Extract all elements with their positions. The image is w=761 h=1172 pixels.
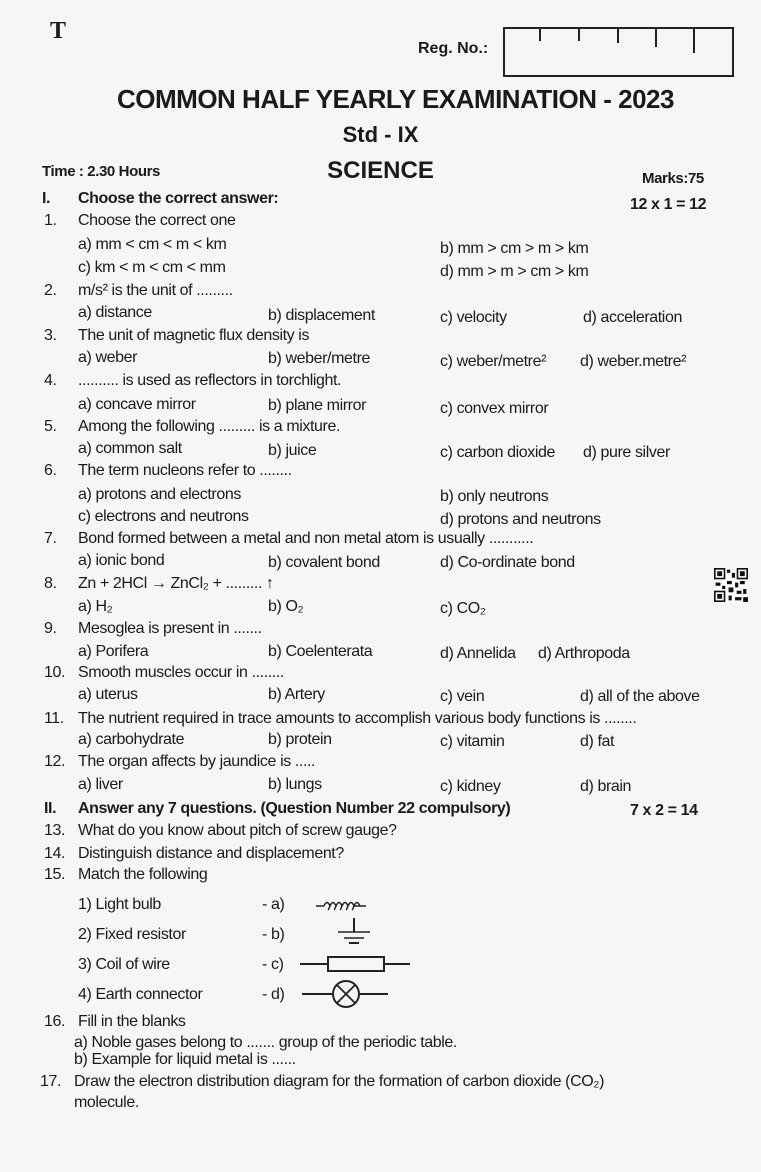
- option: c) electrons and neutrons: [78, 508, 249, 525]
- total-marks: Marks:75: [642, 170, 704, 187]
- option: c) velocity: [440, 309, 507, 326]
- reg-no-box[interactable]: [503, 27, 734, 77]
- option: d) Annelida: [440, 645, 516, 662]
- option: c) convex mirror: [440, 400, 549, 417]
- option: a) weber: [78, 349, 138, 366]
- option: b) Coelenterata: [268, 643, 373, 660]
- question-number: 4.: [44, 372, 57, 389]
- question-text: Zn + 2HCl → ZnCl₂ + ......... ↑: [78, 575, 274, 592]
- qr-code-icon: [714, 568, 748, 602]
- match-left-item: 4) Earth connector: [78, 986, 203, 1003]
- option: c) vitamin: [440, 733, 505, 750]
- question-text: Choose the correct one: [78, 212, 236, 229]
- option: b) only neutrons: [440, 488, 549, 505]
- subpart: a) Noble gases belong to ....... group of the periodic table.: [74, 1034, 457, 1051]
- option: b) juice: [268, 442, 317, 459]
- option: d) all of the above: [580, 688, 700, 705]
- question-number: 2.: [44, 282, 57, 299]
- question-number: 15.: [44, 866, 66, 883]
- section1-roman: I.: [42, 190, 51, 207]
- section2-scoring: 7 x 2 = 14: [630, 802, 698, 819]
- option: a) common salt: [78, 440, 182, 457]
- question-text: Fill in the blanks: [78, 1013, 186, 1030]
- option: d) fat: [580, 733, 615, 750]
- question-number: 13.: [44, 822, 66, 839]
- match-right-label: - d): [262, 986, 285, 1003]
- option: b) plane mirror: [268, 397, 367, 414]
- question-text: What do you know about pitch of screw gauge?: [78, 822, 397, 839]
- option: b) displacement: [268, 307, 375, 324]
- question-number: 8.: [44, 575, 57, 592]
- match-left-item: 2) Fixed resistor: [78, 926, 186, 943]
- resistor-symbol-icon: [300, 954, 410, 974]
- option: b) O₂: [268, 598, 304, 615]
- option: d) Co-ordinate bond: [440, 554, 575, 571]
- question-text-continued: molecule.: [74, 1094, 139, 1111]
- question-text: Mesoglea is present in .......: [78, 620, 262, 637]
- question-number: 16.: [44, 1013, 66, 1030]
- option: b) mm > cm > m > km: [440, 240, 589, 257]
- match-right-label: - b): [262, 926, 285, 943]
- option: a) uterus: [78, 686, 138, 703]
- option: c) km < m < cm < mm: [78, 259, 226, 276]
- option: b) lungs: [268, 776, 322, 793]
- option: a) Porifera: [78, 643, 149, 660]
- option: a) concave mirror: [78, 396, 196, 413]
- question-number: 5.: [44, 418, 57, 435]
- question-text: Among the following ......... is a mixture.: [78, 418, 341, 435]
- option: b) covalent bond: [268, 554, 380, 571]
- option: d) pure silver: [583, 444, 670, 461]
- question-number: 11.: [44, 710, 64, 727]
- option: d) Arthropoda: [538, 645, 630, 662]
- option: a) protons and electrons: [78, 486, 241, 503]
- option: b) Artery: [268, 686, 325, 703]
- option: d) mm > m > cm > km: [440, 263, 589, 280]
- question-text: Draw the electron distribution diagram for the formation of carbon dioxide (CO₂): [74, 1073, 605, 1090]
- match-left-item: 1) Light bulb: [78, 896, 161, 913]
- subject: SCIENCE: [327, 157, 434, 184]
- option: c) carbon dioxide: [440, 444, 556, 461]
- option: c) kidney: [440, 778, 501, 795]
- question-number: 3.: [44, 327, 57, 344]
- question-number: 10.: [44, 664, 66, 681]
- reg-no-label: Reg. No.:: [418, 40, 489, 57]
- option: d) weber.metre²: [580, 353, 687, 370]
- earth-symbol-icon: [334, 918, 374, 948]
- corner-mark: T: [50, 18, 67, 44]
- option: a) distance: [78, 304, 152, 321]
- section1-heading: Choose the correct answer:: [78, 190, 279, 207]
- option: a) carbohydrate: [78, 731, 185, 748]
- section2-heading: Answer any 7 questions. (Question Number 22 compulsory): [78, 800, 511, 817]
- lamp-symbol-icon: [302, 978, 392, 1010]
- question-number: 1.: [44, 212, 57, 229]
- option: b) protein: [268, 731, 332, 748]
- option: d) protons and neutrons: [440, 511, 601, 528]
- match-right-label: - a): [262, 896, 285, 913]
- section1-scoring: 12 x 1 = 12: [630, 196, 707, 213]
- question-number: 14.: [44, 845, 66, 862]
- question-number: 7.: [44, 530, 57, 547]
- match-right-label: - c): [262, 956, 284, 973]
- question-text: The term nucleons refer to ........: [78, 462, 292, 479]
- question-text: m/s² is the unit of .........: [78, 282, 233, 299]
- question-number: 6.: [44, 462, 57, 479]
- option: c) CO₂: [440, 600, 486, 617]
- option: c) weber/metre²: [440, 353, 547, 370]
- question-number: 12.: [44, 753, 66, 770]
- question-number: 17.: [40, 1073, 62, 1090]
- question-text: Match the following: [78, 866, 208, 883]
- question-number: 9.: [44, 620, 57, 637]
- option: a) liver: [78, 776, 123, 793]
- time-label: Time : 2.30 Hours: [42, 163, 160, 180]
- question-text: The unit of magnetic flux density is: [78, 327, 310, 344]
- question-text: Bond formed between a metal and non metal atom is usually ...........: [78, 530, 534, 547]
- exam-title: COMMON HALF YEARLY EXAMINATION - 2023: [117, 84, 674, 114]
- subpart: b) Example for liquid metal is ......: [74, 1051, 296, 1068]
- question-text: Distinguish distance and displacement?: [78, 845, 344, 862]
- option: d) acceleration: [583, 309, 682, 326]
- question-text: The organ affects by jaundice is .....: [78, 753, 316, 770]
- option: c) vein: [440, 688, 485, 705]
- option: b) weber/metre: [268, 350, 370, 367]
- question-text: The nutrient required in trace amounts to accomplish various body functions is ........: [78, 710, 637, 727]
- option: a) mm < cm < m < km: [78, 236, 227, 253]
- match-left-item: 3) Coil of wire: [78, 956, 170, 973]
- question-text: .......... is used as reflectors in torchlight.: [78, 372, 342, 389]
- coil-symbol-icon: [316, 897, 380, 915]
- option: a) ionic bond: [78, 552, 165, 569]
- standard: Std - IX: [342, 122, 419, 147]
- option: d) brain: [580, 778, 632, 795]
- section2-roman: II.: [44, 800, 57, 817]
- question-text: Smooth muscles occur in ........: [78, 664, 284, 681]
- option: a) H₂: [78, 598, 113, 615]
